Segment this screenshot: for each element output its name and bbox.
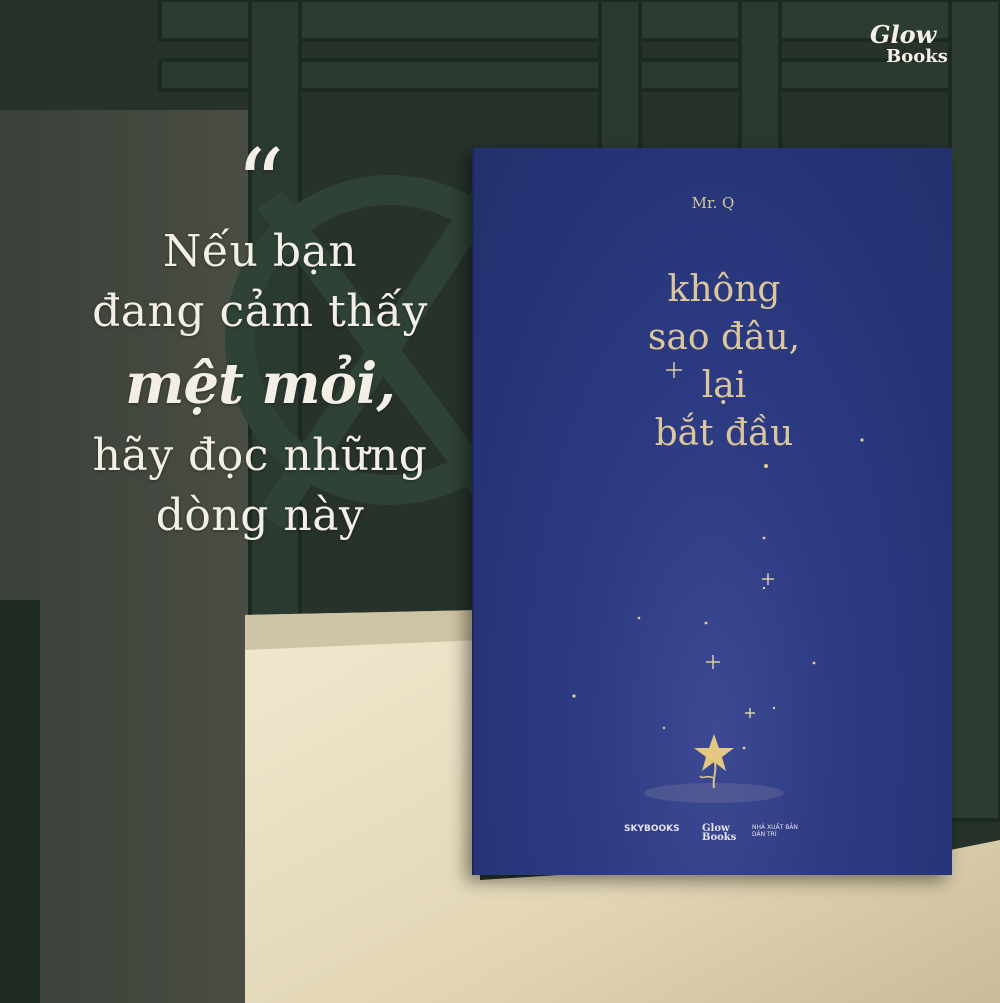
golden-star-icon	[644, 734, 784, 803]
star-dot	[638, 617, 641, 620]
glow-books-logo	[870, 20, 980, 68]
star-field	[474, 148, 952, 875]
quote-mark-icon: “	[235, 129, 285, 241]
book-title-line: không	[667, 269, 781, 310]
star-dot	[813, 662, 816, 665]
publisher-logos	[624, 820, 814, 844]
star-dot	[773, 707, 775, 709]
brand-line-1: Glow	[870, 20, 937, 49]
star-dot	[763, 537, 766, 540]
brand-line-2: Books	[886, 46, 948, 67]
book-title-line: sao đâu,	[647, 317, 801, 358]
book-title-line: lại	[701, 365, 747, 406]
skybooks-logo: SKYBOOKS	[624, 824, 680, 834]
star-dot	[763, 587, 765, 589]
star-dot	[705, 622, 708, 625]
quote-block	[60, 129, 460, 546]
star-dot	[743, 747, 746, 750]
book-title	[594, 266, 854, 458]
star-dot	[663, 727, 665, 729]
book-title-line: bắt đầu	[654, 413, 794, 454]
book-author: Mr. Q	[691, 194, 735, 212]
quote-emphasis: mệt mỏi,	[125, 351, 395, 417]
book-cover	[472, 148, 952, 875]
quote-line-4: dòng này	[155, 490, 365, 541]
glow-line-1: Glow	[702, 823, 730, 834]
glow-line-2: Books	[702, 832, 737, 843]
star-dot	[764, 464, 768, 468]
quote-line-1: Nếu bạn	[162, 226, 358, 277]
star-dot	[860, 438, 863, 441]
quote-line-2: đang cảm thấy	[92, 286, 428, 337]
nxb-dan-tri-logo: NHÀ XUẤT BẢN DÂN TRÍ	[752, 824, 798, 838]
pillar-edge	[0, 600, 40, 1003]
quote-line-3: hãy đọc những	[92, 430, 428, 481]
glow-books-small-logo	[702, 824, 736, 842]
star-dot	[572, 694, 575, 697]
